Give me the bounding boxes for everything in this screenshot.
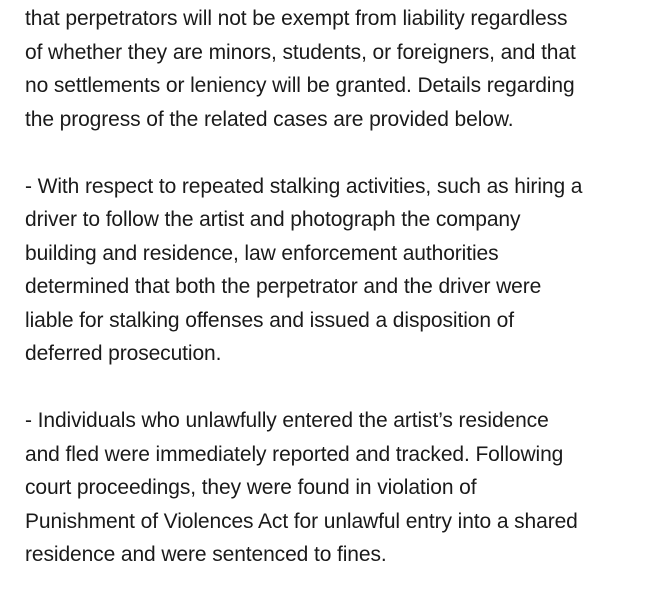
text-line: determined that both the perpetrator and the driver were [25, 275, 542, 298]
text-line: that perpetrators will not be exempt from liability regardless [25, 7, 568, 30]
text-line: no settlements or leniency will be granted. Details regarding [25, 74, 575, 97]
text-line: building and residence, law enforcement authorities [25, 241, 499, 265]
text-line: of whether they are minors, students, or foreigners, and that [25, 40, 576, 64]
text-line: the progress of the related cases are provided below. [25, 107, 514, 131]
text-line: Punishment of Violences Act for unlawful entry into a shared [25, 509, 578, 533]
paragraph-unlawful-entry [25, 404, 665, 572]
text-line: - Individuals who unlawfully entered the artist’s residence [25, 409, 549, 432]
text-line: driver to follow the artist and photograph the company [25, 208, 521, 231]
text-line: court proceedings, they were found in violation of [25, 476, 477, 499]
text-line: - With respect to repeated stalking activities, such as hiring a [25, 174, 583, 198]
paragraph-stalking [25, 170, 665, 371]
text-line: residence and were sentenced to fines. [25, 543, 387, 566]
document-body [25, 2, 665, 572]
text-line: and fled were immediately reported and tracked. Following [25, 442, 564, 466]
text-line: deferred prosecution. [25, 342, 222, 365]
paragraph-intro [25, 2, 665, 136]
text-line: liable for stalking offenses and issued a disposition of [25, 308, 514, 332]
